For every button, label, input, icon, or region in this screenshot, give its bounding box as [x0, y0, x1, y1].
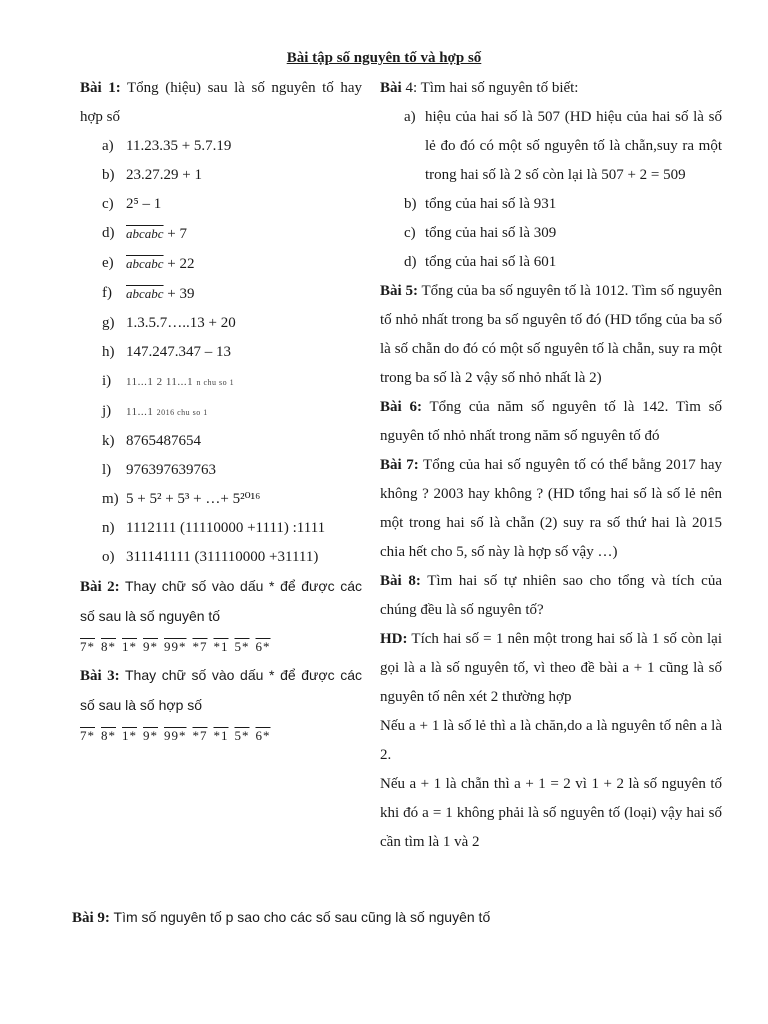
list-item: o) 311141111 (311110000 +31111) [102, 549, 319, 565]
exercise-4 [380, 74, 722, 103]
exercise-3-text: Thay chữ số vào dấu * để được các số sau là số hợp số [80, 667, 362, 713]
page-title: Bài tập số nguyên tố và hợp số [286, 50, 482, 66]
list-item: j) 11...1 2016 chu so 1 [102, 403, 208, 419]
overline-number: abcabc [126, 226, 164, 241]
exercise-4-list [380, 103, 722, 277]
case-1-paragraph: Nếu a + 1 là số lẻ thì a là chăn,do a là nguyên tố nên a là 2. [380, 718, 722, 763]
exercise-4-label: Bài [380, 80, 402, 96]
list-item: a) hiệu của hai số là 507 (HD hiệu của hai số là số lẻ đo đó có một số nguyên tố là chẵn,suy ra một trong hai số là 2 số còn lại là 507 + 2 = 509 [404, 109, 722, 183]
list-item: l) 976397639763 [102, 462, 216, 478]
exercise-1-label: Bài 1: [80, 80, 121, 96]
exercise-5: Bài 5: Tổng của ba số nguyên tố là 1012. Tìm số nguyên tố nhỏ nhất trong ba số nguyên tố đó (HD tổng của ba số là số chẵn do đó có một số nguyên tố là chẵn, suy ra một trong ba số là 2 vậy số nhỏ nhất là 2) [380, 283, 723, 386]
exercise-3-digits: 7* 8* 1* 9* 99* *7 *1 5* 6* [80, 728, 271, 743]
exercise-6: Bài 6: Tổng của năm số nguyên tố là 142. Tìm số nguyên tố nhỏ nhất trong năm số nguyên tố đó [380, 399, 723, 444]
formula-image: 11...1 2016 chu so 1 [126, 406, 208, 418]
list-item: b) 23.27.29 + 1 [102, 167, 202, 183]
list-item: m) 5 + 5² + 5³ + …+ 5²⁰¹⁶ [102, 491, 261, 507]
exercise-2 [80, 572, 362, 632]
list-item: g) 1.3.5.7…..13 + 20 [102, 315, 236, 331]
left-column [80, 74, 362, 750]
list-item: b) tổng của hai số là 931 [404, 196, 557, 212]
exercise-4-text: 4: Tìm hai số nguyên tố biết: [401, 80, 579, 96]
exercise-2-digits: 7* 8* 1* 9* 99* *7 *1 5* 6* [80, 639, 271, 654]
exercise-1-text: Tổng (hiệu) sau là số nguyên tố hay hợp số [80, 80, 362, 125]
list-item: a) 11.23.35 + 5.7.19 [102, 138, 232, 154]
exercise-8: Bài 8: Tìm hai số tự nhiên sao cho tổng và tích của chúng đều là số nguyên tố? [380, 573, 722, 618]
exercise-3 [80, 661, 362, 721]
exercise-9: Bài 9: Tìm số nguyên tố p sao cho các số sau cũng là số nguyên tố [72, 909, 491, 926]
exercise-2-label: Bài 2: [80, 579, 120, 595]
list-item: f) abcabc + 39 [102, 285, 195, 302]
list-item: e) abcabc + 22 [102, 255, 195, 272]
list-item: c) 2⁵ – 1 [102, 196, 162, 212]
list-item: h) 147.247.347 – 13 [102, 344, 231, 360]
list-item: c) tổng của hai số là 309 [404, 225, 557, 241]
list-item: d) abcabc + 7 [102, 225, 188, 242]
list-item: d) tổng của hai số là 601 [404, 254, 557, 270]
exercise-3-label: Bài 3: [80, 668, 120, 684]
exercise-1 [80, 74, 362, 132]
exercise-7: Bài 7: Tổng của hai số nguyên tố có thể bằng 2017 hay không ? 2003 hay không ? (HD tổng hai số là số lẻ nên một trong hai số là chẵn (2) suy ra số thứ hai là 2015 chia hết cho 5, số này là hợp số vậy …) [380, 457, 723, 560]
overline-number: abcabc [126, 286, 164, 301]
overline-number: abcabc [126, 256, 164, 271]
exercise-2-text: Thay chữ số vào dấu * để được các số sau là số nguyên tố [80, 578, 362, 624]
list-item: n) 1112111 (11110000 +1111) :1111 [102, 520, 326, 536]
formula-image: 11...1 2 11...1 n chu so 1 [126, 376, 235, 388]
list-item: i) 11...1 2 11...1 n chu so 1 [102, 373, 235, 389]
hint-paragraph: HD: Tích hai số = 1 nên một trong hai số là 1 số còn lại gọi là a là số nguyên tố, vì theo đề bài a + 1 cũng là số nguyên tố nên xét 2 thường hợp [380, 631, 722, 705]
exercise-1-list [80, 132, 362, 572]
right-column [380, 74, 722, 857]
case-2-paragraph: Nếu a + 1 là chẵn thì a + 1 = 2 vì 1 + 2 là số nguyên tố khi đó a = 1 không phải là số nguyên tố (loại) vậy hai số cần tìm là 1 và 2 [380, 776, 722, 850]
list-item: k) 8765487654 [102, 433, 201, 449]
